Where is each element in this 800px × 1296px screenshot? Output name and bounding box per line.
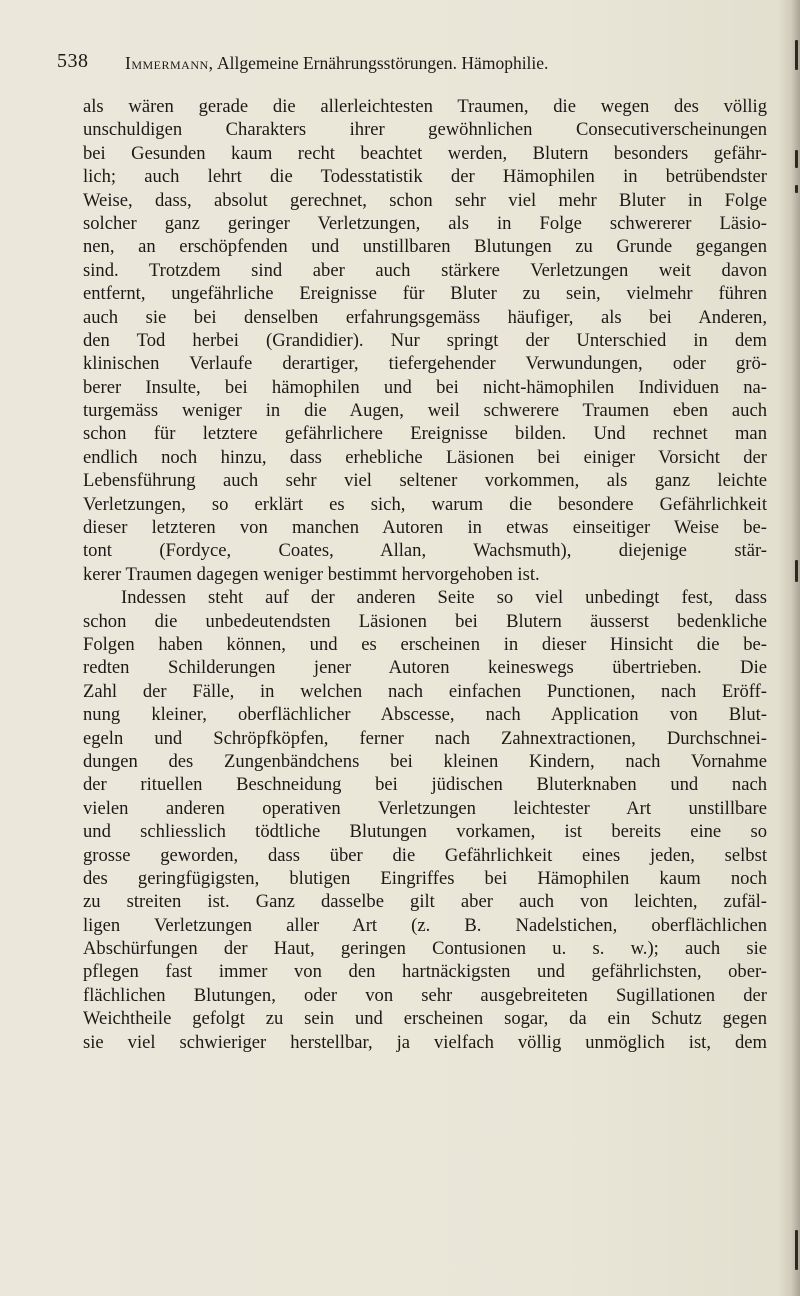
text-line: Weichtheile gefolgt zu sein und erscheinen sogar, da ein Schutz gegen (83, 1008, 767, 1030)
text-line: vielen anderen operativen Verletzungen leichtester Art unstillbare (83, 797, 767, 819)
text-line: zu streiten ist. Ganz dasselbe gilt aber auch von leichten, zufäl- (83, 891, 767, 913)
text-line: Folgen haben können, und es erscheinen in dieser Hinsicht die be- (83, 633, 767, 655)
text-line: redten Schilderungen jener Autoren keineswegs übertrieben. Die (83, 657, 767, 679)
text-line: grosse geworden, dass über die Gefährlichkeit eines jeden, selbst (83, 844, 767, 866)
text-line: dungen des Zungenbändchens bei kleinen Kindern, nach Vornahme (83, 750, 767, 772)
text-line: solcher ganz geringer Verletzungen, als in Folge schwererer Läsio- (83, 212, 767, 234)
text-line: dieser letzteren von manchen Autoren in etwas einseitiger Weise be- (83, 517, 767, 539)
text-line: turgemäss weniger in die Augen, weil schwerere Traumen eben auch (83, 400, 767, 422)
text-line: Lebensführung auch sehr viel seltener vorkommen, als ganz leichte (83, 470, 767, 492)
body-text (83, 95, 767, 1054)
text-line: kerer Traumen dagegen weniger bestimmt hervorgehoben ist. (83, 563, 540, 585)
text-line: nen, an erschöpfenden und unstillbaren Blutungen zu Grunde gegangen (83, 236, 767, 258)
text-line: und schliesslich tödtliche Blutungen vorkamen, ist bereits eine so (83, 821, 767, 843)
text-line: Abschürfungen der Haut, geringen Contusionen u. s. w.); auch sie (83, 938, 767, 960)
text-line: nung kleiner, oberflächlicher Abscesse, nach Application von Blut- (83, 704, 767, 726)
text-line: unschuldigen Charakters ihrer gewöhnlichen Consecutiverscheinungen (83, 119, 767, 141)
text-line: endlich noch hinzu, dass erhebliche Läsionen bei einiger Vorsicht der (83, 446, 767, 468)
text-line: ligen Verletzungen aller Art (z. B. Nadelstichen, oberflächlichen (83, 914, 767, 936)
text-line: der rituellen Beschneidung bei jüdischen Bluterknaben und nach (83, 774, 767, 796)
text-line: flächlichen Blutungen, oder von sehr ausgebreiteten Sugillationen der (83, 984, 767, 1006)
running-title (125, 53, 548, 74)
text-line: den Tod herbei (Grandidier). Nur springt der Unterschied in dem (83, 329, 767, 351)
text-line: Verletzungen, so erklärt es sich, warum die besondere Gefährlichkeit (83, 493, 767, 515)
text-line: Zahl der Fälle, in welchen nach einfachen Punctionen, nach Eröff- (83, 680, 767, 702)
text-line: entfernt, ungefährliche Ereignisse für Bluter zu sein, vielmehr führen (83, 283, 767, 305)
text-line: des geringfügigsten, blutigen Eingriffes bei Hämophilen kaum noch (83, 867, 767, 889)
text-line: Indessen steht auf der anderen Seite so viel unbedingt fest, dass (121, 587, 767, 609)
text-line: tont (Fordyce, Coates, Allan, Wachsmuth), diejenige stär- (83, 540, 767, 562)
text-line: schon für letztere gefährlichere Ereignisse bilden. Und rechnet man (83, 423, 767, 445)
page-number: 538 (57, 50, 89, 72)
text-line: schon die unbedeutendsten Läsionen bei Blutern äusserst bedenkliche (83, 610, 767, 632)
text-line: klinischen Verlaufe derartiger, tiefergehender Verwundungen, oder grö- (83, 353, 767, 375)
text-line: egeln und Schröpfköpfen, ferner nach Zahnextractionen, Durchschnei- (83, 727, 767, 749)
page-edge-marks (786, 0, 798, 1296)
text-line: berer Insulte, bei hämophilen und bei nicht-hämophilen Individuen na- (83, 376, 767, 398)
text-line: als wären gerade die allerleichtesten Traumen, die wegen des völlig (83, 96, 767, 117)
text-line: auch sie bei denselben erfahrungsgemäss häufiger, als bei Anderen, (83, 306, 767, 328)
text-line: bei Gesunden kaum recht beachtet werden, Blutern besonders gefähr- (83, 142, 767, 164)
text-line: Weise, dass, absolut gerechnet, schon sehr viel mehr Bluter in Folge (83, 189, 767, 211)
text-line: lich; auch lehrt die Todesstatistik der Hämophilen in betrübendster (83, 166, 767, 188)
text-line: sie viel schwieriger herstellbar, ja vielfach völlig unmöglich ist, dem (83, 1031, 767, 1053)
text-line: pflegen fast immer von den hartnäckigsten und gefährlichsten, ober- (83, 961, 767, 983)
running-header (57, 50, 697, 80)
text-line: sind. Trotzdem sind aber auch stärkere Verletzungen weit davon (83, 259, 767, 281)
running-title-text: Allgemeine Ernährungsstörungen. Hämophilie. (216, 53, 549, 73)
running-title-author: Immermann, (125, 53, 214, 73)
